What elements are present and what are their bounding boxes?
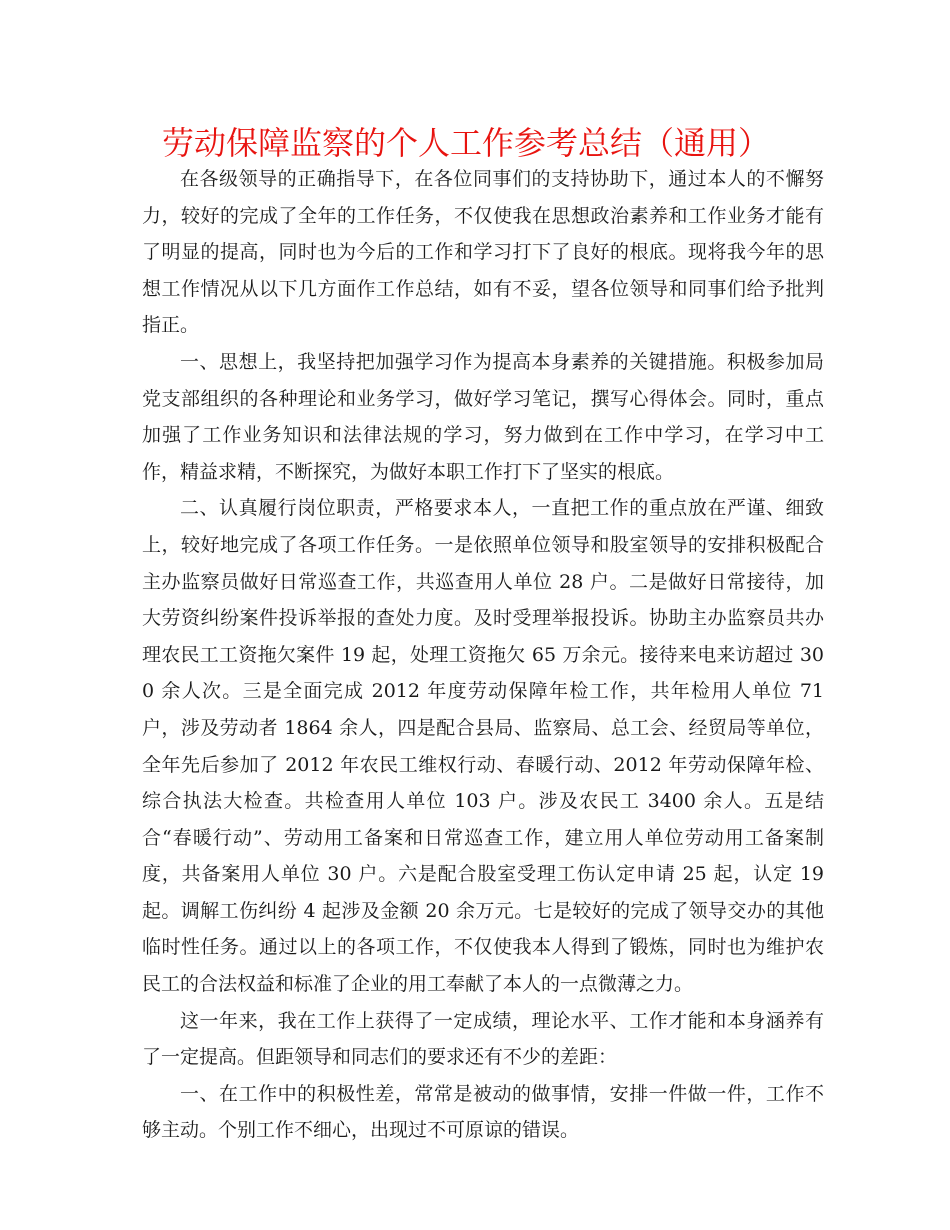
paragraph-shortcoming-1: 一、在工作中的积极性差，常常是被动的做事情，安排一件做一件，工作不够主动。个别工作不细心，出现过不可原谅的错误。 [142,1082,824,1142]
paragraph-intro: 在各级领导的正确指导下，在各位同事们的支持协助下，通过本人的不懈努力，较好的完成了全年的工作任务，不仅使我在思想政治素养和工作业务才能有了明显的提高，同时也为今后的工作和学习打下了良好的根底。现将我今年的思想工作情况从以下几方面作工作总结，如有不妥，望各位领导和同事们给予批判指正。 [142,168,824,337]
paragraph-thinking: 一、思想上，我坚持把加强学习作为提高本身素养的关键措施。积极参加局党支部组织的各种理论和业务学习，做好学习笔记，撰写心得体会。同时，重点加强了工作业务知识和法律法规的学习，努力做到在工作中学习，在学习中工作，精益求精，不断探究，为做好本职工作打下了坚实的根底。 [142,350,824,483]
document-title: 劳动保障监察的个人工作参考总结（通用） [161,124,770,162]
paragraph-duties: 二、认真履行岗位职责，严格要求本人，一直把工作的重点放在严谨、细致上，较好地完成了各项工作任务。一是依照单位领导和股室领导的安排积极配合主办监察员做好日常巡查工作，共巡查用人单位 28 户。二是做好日常接待，加大劳资纠纷案件投诉举报的查处力度。及时受理举报投诉。协助主办监察员共办理农民工工资拖欠案件 19 起，处理工资拖欠 65 万余元。接待来电来访超过 300 余人次。三是全面完成 2012 年度劳动保障年检工作，共年检用人单位 71 户，涉及劳动者 1864 余人，四是配合县局、监察局、总工会、经贸局等单位，全年先后参加了 2012 年农民工维权行动、春暖行动、2012 年劳动保障年检、综合执法大检查。共检查用人单位 103 户。涉及农民工 3400 余人。五是结合“春暖行动”、劳动用工备案和日常巡查工作，建立用人单位劳动用工备案制度，共备案用人单位 30 户。六是配合股室受理工伤认定申请 25 起，认定 19 起。调解工伤纠纷 4 起涉及金额 20 余万元。七是较好的完成了领导交办的其他临时性任务。通过以上的各项工作，不仅使我本人得到了锻炼，同时也为维护农民工的合法权益和标准了企业的用工奉献了本人的一点微薄之力。 [142,497,824,996]
document-body [142,161,824,1149]
paragraph-summary: 这一年来，我在工作上获得了一定成绩，理论水平、工作才能和本身涵养有了一定提高。但距领导和同志们的要求还有不少的差距： [142,1009,824,1069]
